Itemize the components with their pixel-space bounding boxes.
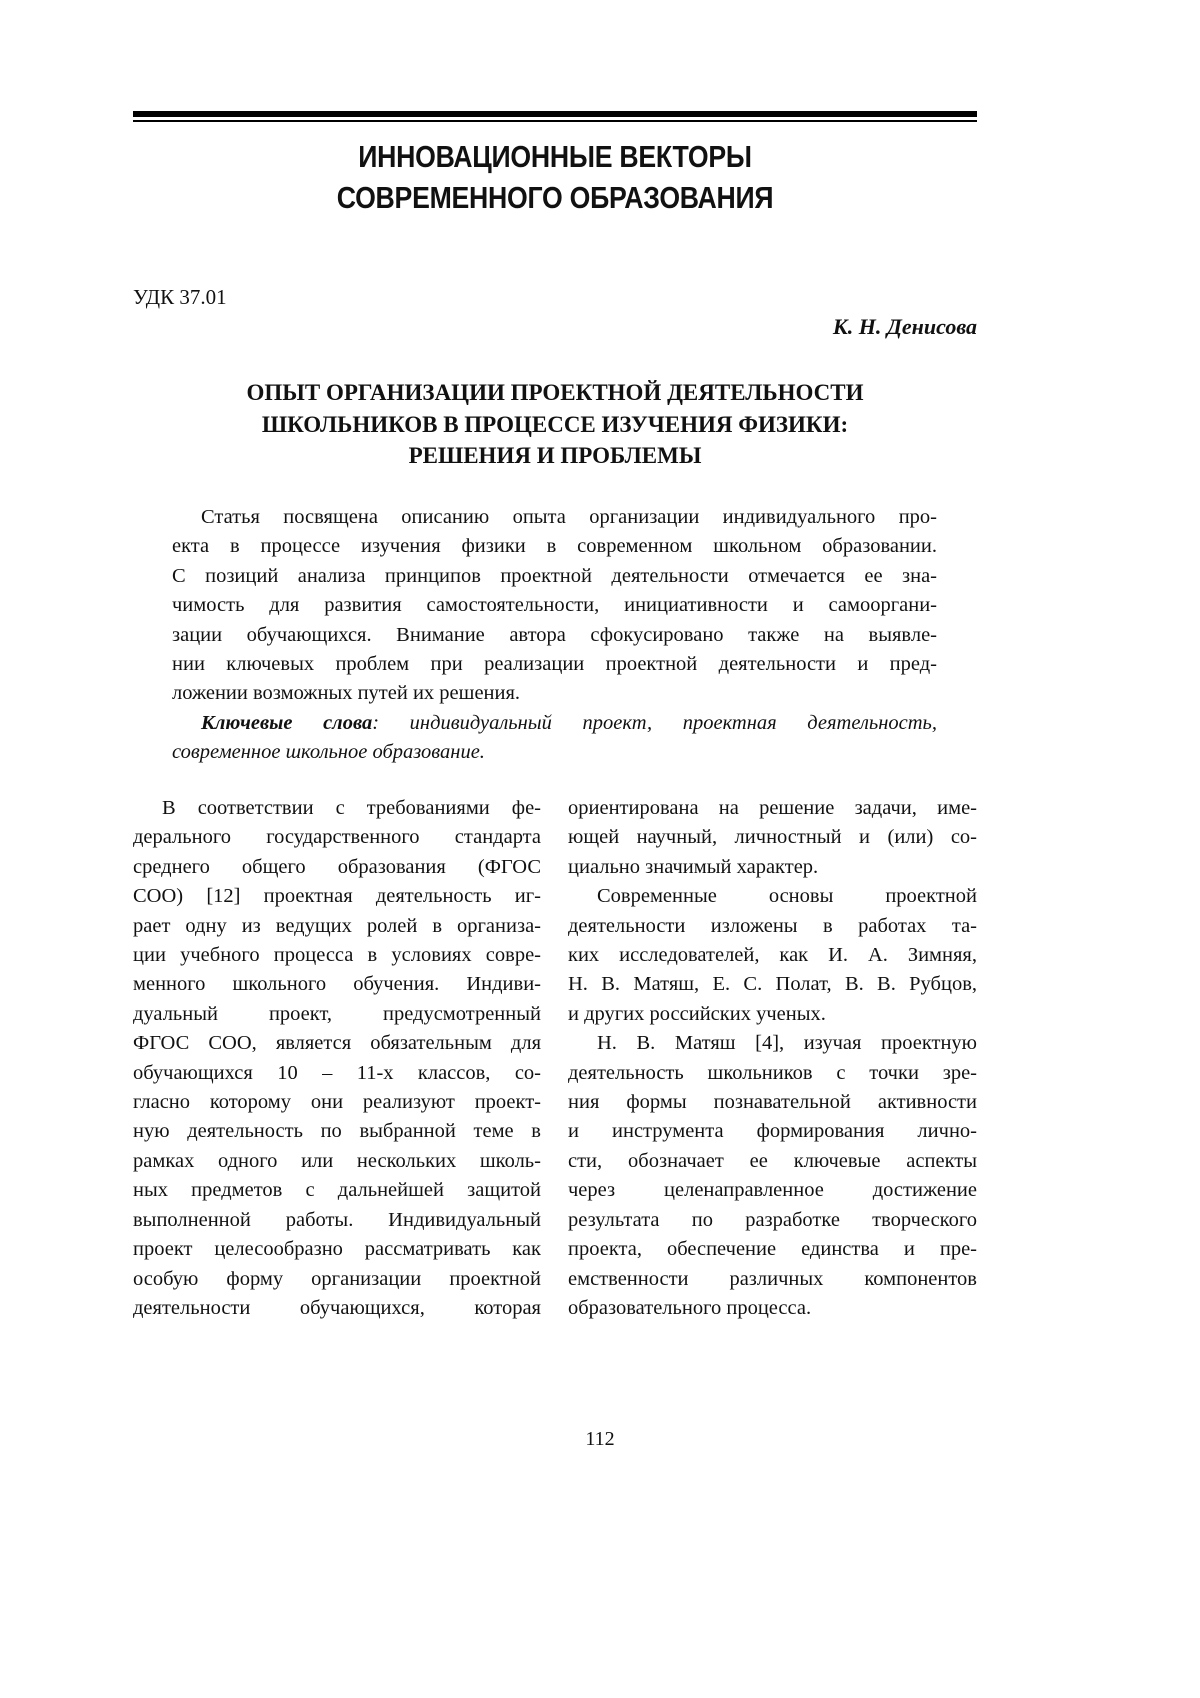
section-title-line: ИННОВАЦИОННЫЕ ВЕКТОРЫ (192, 136, 918, 177)
text-line: СОО) [12] проектная деятельность иг- (133, 882, 541, 911)
body-column-right (568, 794, 977, 1323)
section-title-line: СОВРЕМЕННОГО ОБРАЗОВАНИЯ (192, 177, 918, 218)
text-line: ции учебного процесса в условиях совре- (133, 941, 541, 970)
text-line: зации обучающихся. Внимание автора сфокусировано также на выявле- (172, 621, 937, 650)
text-line: нии ключевых проблем при реализации проектной деятельности и пред- (172, 650, 937, 679)
text-line: ющей научный, личностный и (или) со- (568, 823, 977, 852)
article-title (133, 377, 977, 472)
keywords-text: современное школьное образование. (172, 738, 937, 767)
keywords-label: Ключевые слова (201, 712, 372, 734)
header-rule-thin (133, 120, 977, 122)
section-title (192, 136, 918, 218)
text-line: циально значимый характер. (568, 853, 977, 882)
text-line: ориентирована на решение задачи, име- (568, 794, 977, 823)
text-line: образовательного процесса. (568, 1294, 977, 1323)
text-line: через целенаправленное достижение (568, 1176, 977, 1205)
text-line: гласно которому они реализуют проект- (133, 1088, 541, 1117)
text-line: и инструмента формирования лично- (568, 1117, 977, 1146)
text-line: ных предметов с дальнейшей защитой (133, 1176, 541, 1205)
text-line: ния формы познавательной активности (568, 1088, 977, 1117)
text-line: проекта, обеспечение единства и пре- (568, 1235, 977, 1264)
text-line: результата по разработке творческого (568, 1206, 977, 1235)
text-line: ложении возможных путей их решения. (172, 679, 937, 708)
text-line: рамках одного или нескольких школь- (133, 1147, 541, 1176)
article-title-line: ШКОЛЬНИКОВ В ПРОЦЕССЕ ИЗУЧЕНИЯ ФИЗИКИ: (133, 409, 977, 441)
text-line: сти, обозначает ее ключевые аспекты (568, 1147, 977, 1176)
text-line: обучающихся 10 – 11-х классов, со- (133, 1059, 541, 1088)
text-line: ФГОС СОО, является обязательным для (133, 1029, 541, 1058)
text-line: Статья посвящена описанию опыта организации индивидуального про- (172, 503, 937, 532)
text-line: деятельности обучающихся, которая (133, 1294, 541, 1323)
header-rule-thick (133, 111, 977, 117)
page-number: 112 (0, 1428, 1200, 1451)
body-column-left (133, 794, 541, 1323)
text-line: деятельность школьников с точки зре- (568, 1059, 977, 1088)
text-line: ную деятельность по выбранной теме в (133, 1117, 541, 1146)
text-line: В соответствии с требованиями фе- (133, 794, 541, 823)
text-line: рает одну из ведущих ролей в организа- (133, 912, 541, 941)
text-line: выполненной работы. Индивидуальный (133, 1206, 541, 1235)
text-line: особую форму организации проектной (133, 1265, 541, 1294)
text-line: деятельности изложены в работах та- (568, 912, 977, 941)
article-title-line: РЕШЕНИЯ И ПРОБЛЕМЫ (133, 440, 977, 472)
text-line: проект целесообразно рассматривать как (133, 1235, 541, 1264)
text-line: Современные основы проектной (568, 882, 977, 911)
article-title-line: ОПЫТ ОРГАНИЗАЦИИ ПРОЕКТНОЙ ДЕЯТЕЛЬНОСТИ (133, 377, 977, 409)
author-name: К. Н. Денисова (833, 314, 977, 340)
udk-code: УДК 37.01 (133, 285, 227, 310)
text-line: Н. В. Матяш [4], изучая проектную (568, 1029, 977, 1058)
text-line: С позиций анализа принципов проектной деятельности отмечается ее зна- (172, 562, 937, 591)
text-line: емственности различных компонентов (568, 1265, 977, 1294)
text-line: Н. В. Матяш, Е. С. Полат, В. В. Рубцов, (568, 970, 977, 999)
text-line: среднего общего образования (ФГОС (133, 853, 541, 882)
keywords (172, 709, 937, 768)
text-line: чимость для развития самостоятельности, инициативности и самооргани- (172, 591, 937, 620)
text-line: екта в процессе изучения физики в современном школьном образовании. (172, 532, 937, 561)
abstract (172, 503, 937, 709)
text-line: дерального государственного стандарта (133, 823, 541, 852)
text-line: и других российских ученых. (568, 1000, 977, 1029)
keywords-text: : индивидуальный проект, проектная деятельность, (372, 712, 937, 734)
text-line: ких исследователей, как И. А. Зимняя, (568, 941, 977, 970)
text-line: дуальный проект, предусмотренный (133, 1000, 541, 1029)
text-line: менного школьного обучения. Индиви- (133, 970, 541, 999)
